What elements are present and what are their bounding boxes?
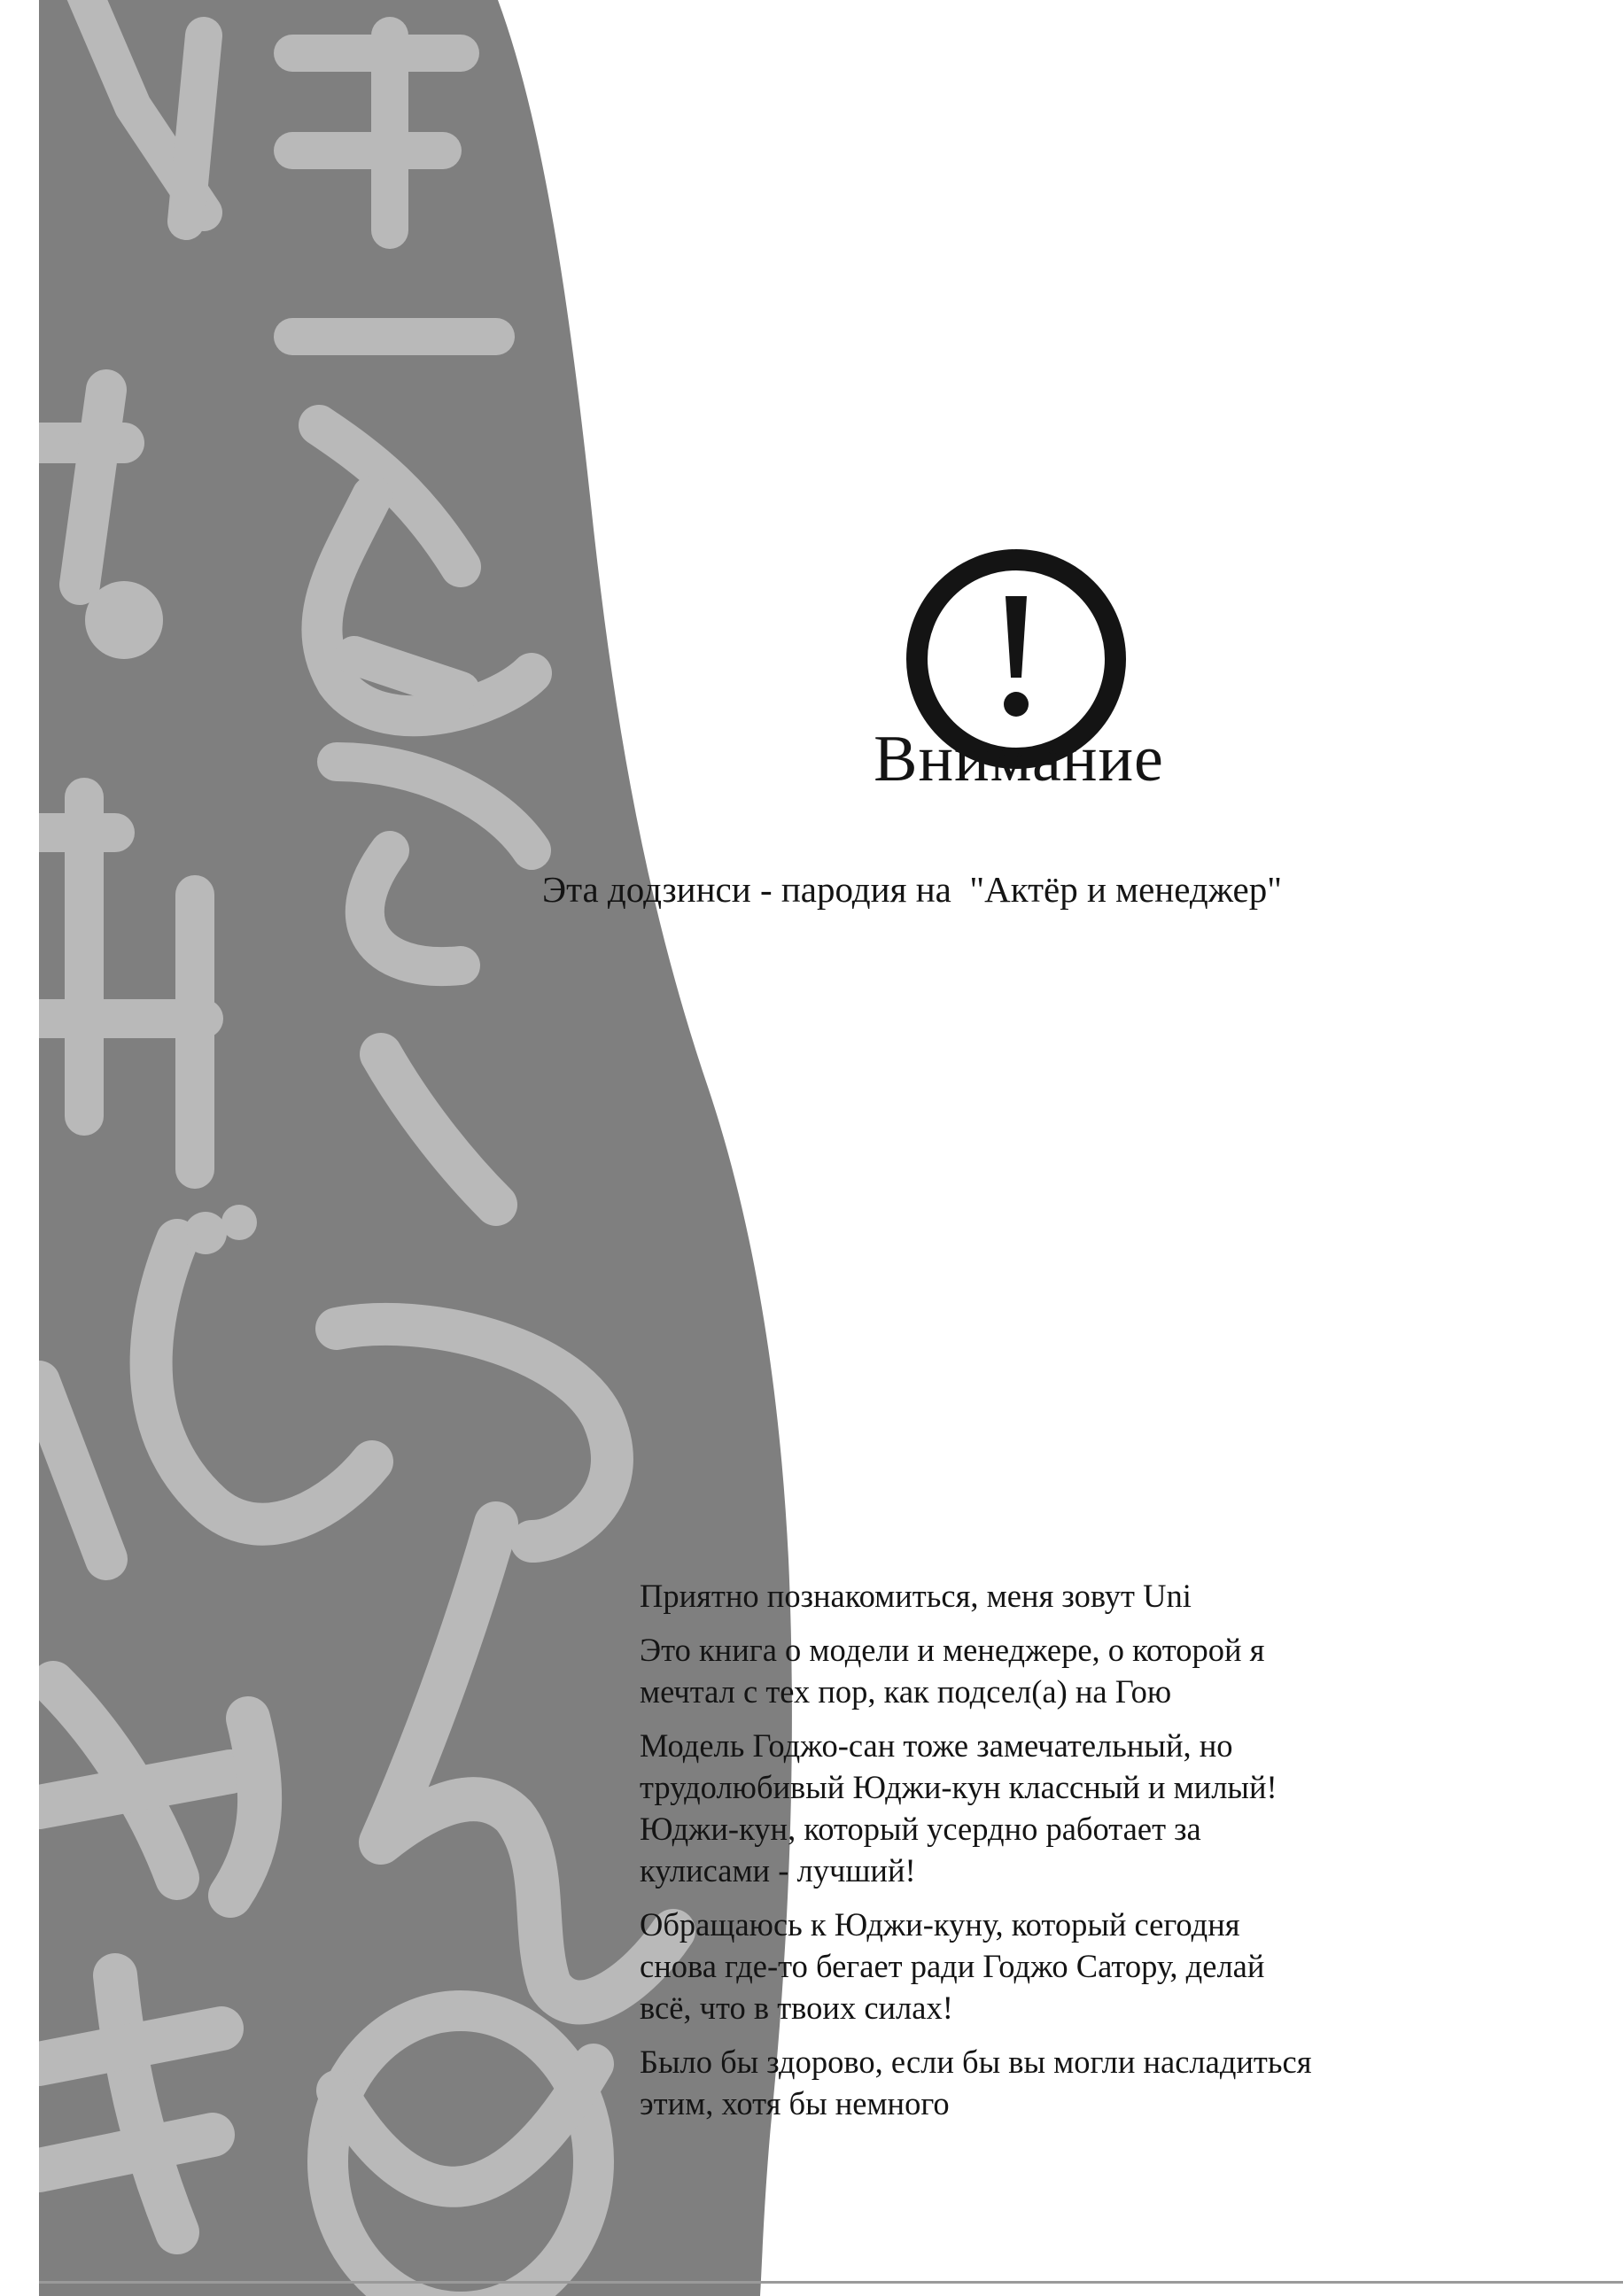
author-note — [640, 1575, 1552, 2137]
author-note-paragraph: Модель Годжо-сан тоже замечательный, но трудолюбивый Юджи-кун классный и милый! Юджи-кун, который усердно работает за кулисами - лучший! — [640, 1727, 1277, 1889]
author-note-paragraph: Это книга о модели и менеджере, о которой я мечтал с тех пор, как подсел(а) на Гою — [640, 1632, 1265, 1710]
decorative-dot — [85, 581, 163, 659]
author-note-paragraph: Было бы здорово, если бы вы могли насладиться этим, хотя бы немного — [640, 2044, 1312, 2121]
author-note-paragraph: Приятно познакомиться, меня зовут Uni — [640, 1578, 1192, 1614]
page-bottom-rule — [39, 2281, 1623, 2284]
author-note-paragraph: Обращаюсь к Юджи-куну, который сегодня снова где-то бегает ради Годжо Сатору, делай всё, что в твоих силах! — [640, 1906, 1265, 2026]
decorative-dot-pair — [184, 1212, 227, 1254]
parody-disclaimer: Эта додзинси - пародия на "Актёр и менеджер" — [542, 869, 1282, 910]
page-title: Внимание — [874, 723, 1164, 795]
